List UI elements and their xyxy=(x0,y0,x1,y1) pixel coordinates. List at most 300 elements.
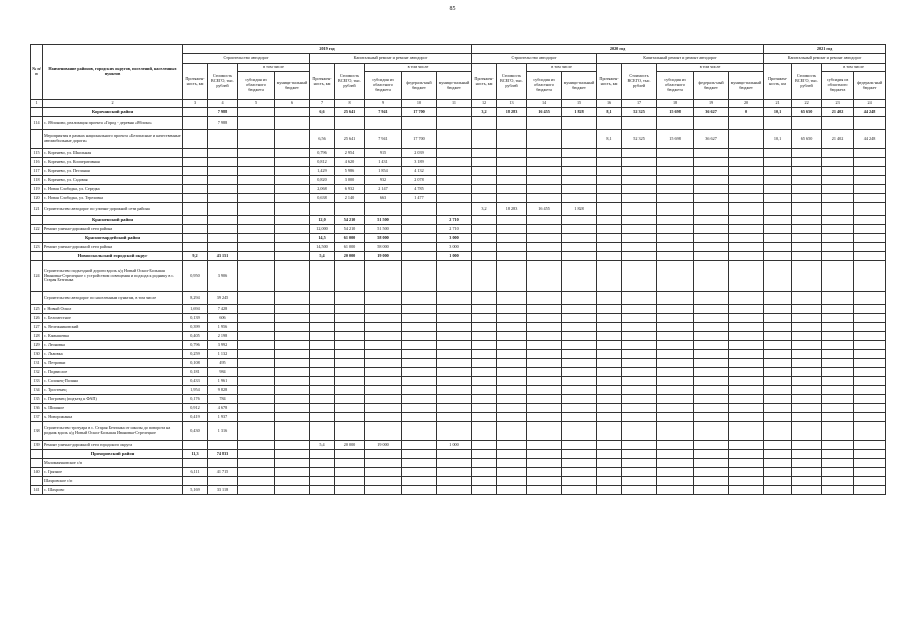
value-cell: 58 000 xyxy=(365,234,402,243)
value-cell: 21 402 xyxy=(822,108,854,117)
district-row xyxy=(31,234,886,243)
value-cell xyxy=(657,252,694,261)
item-name: с. Новая Слободка, ул. Середка xyxy=(43,185,183,194)
column-index-cell: 11 xyxy=(437,100,472,108)
value-cell xyxy=(657,395,694,404)
value-cell xyxy=(854,314,886,323)
value-cell xyxy=(275,359,310,368)
header-repair-2020: Капитальный ремонт и ремонт автодорог xyxy=(597,54,764,64)
value-cell xyxy=(497,486,527,495)
value-cell xyxy=(822,486,854,495)
row-number: 136 xyxy=(31,404,43,413)
value-cell xyxy=(764,314,792,323)
value-cell xyxy=(183,167,208,176)
value-cell xyxy=(764,350,792,359)
value-cell xyxy=(622,252,657,261)
row-number: 115 xyxy=(31,149,43,158)
value-cell: 43 151 xyxy=(208,252,238,261)
table-row xyxy=(31,395,886,404)
value-cell xyxy=(694,243,729,252)
value-cell xyxy=(597,395,622,404)
value-cell: 36 627 xyxy=(694,108,729,117)
value-cell xyxy=(365,359,402,368)
value-cell xyxy=(335,359,365,368)
value-cell xyxy=(822,459,854,468)
value-cell xyxy=(472,468,497,477)
value-cell: 1 961 xyxy=(208,377,238,386)
column-index-cell: 22 xyxy=(792,100,822,108)
value-cell xyxy=(238,486,275,495)
value-cell xyxy=(764,377,792,386)
value-cell xyxy=(437,130,472,149)
value-cell: 19 000 xyxy=(365,252,402,261)
value-cell xyxy=(562,252,597,261)
value-cell xyxy=(597,252,622,261)
value-cell xyxy=(729,368,764,377)
value-cell xyxy=(854,486,886,495)
value-cell xyxy=(729,450,764,459)
value-cell xyxy=(238,341,275,350)
value-cell xyxy=(497,130,527,149)
value-cell xyxy=(694,158,729,167)
value-cell xyxy=(310,377,335,386)
value-cell xyxy=(275,323,310,332)
item-name: с. Леоновка xyxy=(43,341,183,350)
row-number xyxy=(31,450,43,459)
value-cell: 61 000 xyxy=(335,234,365,243)
value-cell xyxy=(497,252,527,261)
value-cell: 1 956 xyxy=(208,323,238,332)
value-cell xyxy=(527,234,562,243)
value-cell xyxy=(822,468,854,477)
value-cell xyxy=(238,176,275,185)
value-cell xyxy=(822,359,854,368)
value-cell xyxy=(472,167,497,176)
value-cell xyxy=(310,117,335,130)
value-cell xyxy=(854,292,886,305)
value-cell xyxy=(527,292,562,305)
value-cell xyxy=(792,468,822,477)
value-cell xyxy=(854,450,886,459)
table-row xyxy=(31,341,886,350)
value-cell xyxy=(694,459,729,468)
value-cell xyxy=(562,194,597,203)
value-cell xyxy=(335,450,365,459)
value-cell xyxy=(402,450,437,459)
value-cell xyxy=(822,117,854,130)
value-cell: 0,176 xyxy=(183,395,208,404)
value-cell xyxy=(365,450,402,459)
value-cell xyxy=(792,341,822,350)
value-cell xyxy=(764,450,792,459)
row-number xyxy=(31,234,43,243)
value-cell: 0,433 xyxy=(183,377,208,386)
row-number: 117 xyxy=(31,167,43,176)
value-cell xyxy=(854,404,886,413)
value-cell: 932 xyxy=(365,176,402,185)
value-cell: 65 650 xyxy=(792,108,822,117)
value-cell xyxy=(527,477,562,486)
value-cell xyxy=(657,359,694,368)
value-cell xyxy=(275,305,310,314)
value-cell xyxy=(854,149,886,158)
value-cell: 1 828 xyxy=(562,108,597,117)
header-repair-2019: Капитальный ремонт и ремонт автодорог xyxy=(310,54,472,64)
value-cell xyxy=(497,341,527,350)
value-cell xyxy=(729,395,764,404)
value-cell xyxy=(822,216,854,225)
value-cell xyxy=(402,422,437,441)
item-name: с. Грязное xyxy=(43,468,183,477)
value-cell: 51 500 xyxy=(365,216,402,225)
value-cell xyxy=(764,386,792,395)
value-cell xyxy=(562,158,597,167)
value-cell xyxy=(657,225,694,234)
value-cell xyxy=(238,477,275,486)
value-cell xyxy=(597,359,622,368)
value-cell xyxy=(472,350,497,359)
value-cell xyxy=(365,477,402,486)
value-cell xyxy=(497,441,527,450)
value-cell xyxy=(437,395,472,404)
value-cell xyxy=(437,459,472,468)
value-cell xyxy=(275,486,310,495)
value-cell xyxy=(310,341,335,350)
value-cell xyxy=(822,395,854,404)
value-cell: 1,429 xyxy=(310,167,335,176)
value-cell: 0,638 xyxy=(310,194,335,203)
value-cell xyxy=(854,395,886,404)
value-cell: 0,812 xyxy=(310,158,335,167)
value-cell xyxy=(335,203,365,216)
value-cell xyxy=(562,176,597,185)
value-cell xyxy=(527,117,562,130)
value-cell xyxy=(657,167,694,176)
value-cell xyxy=(472,243,497,252)
table-row xyxy=(31,332,886,341)
value-cell: 15 698 xyxy=(657,108,694,117)
value-cell xyxy=(657,305,694,314)
value-cell xyxy=(694,216,729,225)
value-cell xyxy=(208,176,238,185)
value-cell xyxy=(208,243,238,252)
table-row xyxy=(31,459,886,468)
table-row xyxy=(31,194,886,203)
value-cell xyxy=(792,194,822,203)
value-cell xyxy=(657,377,694,386)
value-cell xyxy=(527,332,562,341)
item-name: Шахровское с/п xyxy=(43,477,183,486)
value-cell xyxy=(238,185,275,194)
value-cell xyxy=(275,477,310,486)
value-cell: 0 xyxy=(729,108,764,117)
value-cell xyxy=(764,243,792,252)
roads-table xyxy=(30,44,886,495)
value-cell: 0,181 xyxy=(183,368,208,377)
value-cell: 5,169 xyxy=(183,486,208,495)
value-cell xyxy=(694,386,729,395)
row-number xyxy=(31,216,43,225)
row-number: 141 xyxy=(31,486,43,495)
row-number: 133 xyxy=(31,377,43,386)
value-cell xyxy=(437,305,472,314)
value-cell xyxy=(310,350,335,359)
value-cell xyxy=(597,216,622,225)
value-cell xyxy=(497,167,527,176)
value-cell xyxy=(562,477,597,486)
value-cell: 1 937 xyxy=(208,413,238,422)
value-cell xyxy=(310,450,335,459)
value-cell: 7 941 xyxy=(365,108,402,117)
value-cell: 2 140 xyxy=(335,194,365,203)
value-cell xyxy=(729,332,764,341)
value-cell xyxy=(597,117,622,130)
column-index-cell: 20 xyxy=(729,100,764,108)
value-cell xyxy=(854,167,886,176)
value-cell: 20 000 xyxy=(335,441,365,450)
value-cell xyxy=(597,323,622,332)
value-cell xyxy=(402,292,437,305)
row-number: 121 xyxy=(31,203,43,216)
value-cell xyxy=(335,368,365,377)
value-cell xyxy=(622,176,657,185)
item-name: Строительство подъездной дороги вдоль а/д Новый Оскол-Большая Ивановка-Стрелецкое с устройством освещения и подхода к роднику в с. Старая Безгинка xyxy=(43,261,183,292)
column-index-cell: 23 xyxy=(822,100,854,108)
value-cell xyxy=(238,158,275,167)
value-cell xyxy=(622,486,657,495)
table-row xyxy=(31,243,886,252)
item-name: с. Новая Слободка, ул. Тереховка xyxy=(43,194,183,203)
value-cell xyxy=(694,413,729,422)
value-cell: 9,2 xyxy=(183,252,208,261)
value-cell xyxy=(183,149,208,158)
value-cell xyxy=(792,176,822,185)
value-cell: 52 325 xyxy=(622,130,657,149)
value-cell xyxy=(694,477,729,486)
value-cell xyxy=(854,225,886,234)
row-number: 130 xyxy=(31,350,43,359)
row-number xyxy=(31,252,43,261)
value-cell xyxy=(729,203,764,216)
value-cell xyxy=(402,225,437,234)
value-cell xyxy=(562,377,597,386)
table-row xyxy=(31,350,886,359)
value-cell xyxy=(764,459,792,468)
row-number: 120 xyxy=(31,194,43,203)
value-cell xyxy=(437,422,472,441)
value-cell xyxy=(310,404,335,413)
value-cell: 1 132 xyxy=(208,350,238,359)
item-name: Ремонт улично-дорожной сети района xyxy=(43,225,183,234)
table-row xyxy=(31,377,886,386)
value-cell xyxy=(472,314,497,323)
value-cell xyxy=(275,261,310,292)
value-cell: 5,4 xyxy=(310,441,335,450)
value-cell xyxy=(694,149,729,158)
value-cell xyxy=(792,216,822,225)
value-cell xyxy=(335,323,365,332)
value-cell xyxy=(238,323,275,332)
row-number: 122 xyxy=(31,225,43,234)
value-cell: 14,5 xyxy=(310,234,335,243)
value-cell xyxy=(657,368,694,377)
district-row xyxy=(31,108,886,117)
value-cell xyxy=(183,158,208,167)
value-cell xyxy=(622,203,657,216)
value-cell xyxy=(729,130,764,149)
value-cell xyxy=(694,395,729,404)
value-cell xyxy=(208,477,238,486)
value-cell xyxy=(822,149,854,158)
table-row xyxy=(31,158,886,167)
value-cell xyxy=(527,252,562,261)
value-cell xyxy=(527,441,562,450)
value-cell xyxy=(527,404,562,413)
value-cell xyxy=(622,377,657,386)
value-cell xyxy=(497,216,527,225)
value-cell xyxy=(335,404,365,413)
value-cell xyxy=(854,323,886,332)
district-name: Красногвардейский район xyxy=(43,234,183,243)
value-cell xyxy=(527,413,562,422)
value-cell xyxy=(238,459,275,468)
value-cell: 2 710 xyxy=(437,216,472,225)
value-cell: 606 xyxy=(208,314,238,323)
value-cell xyxy=(365,292,402,305)
value-cell xyxy=(402,477,437,486)
value-cell xyxy=(597,314,622,323)
value-cell: 0,950 xyxy=(183,261,208,292)
header-length: Протяжен-ность, км xyxy=(183,64,208,100)
value-cell xyxy=(729,404,764,413)
value-cell xyxy=(764,176,792,185)
value-cell xyxy=(497,450,527,459)
value-cell xyxy=(437,413,472,422)
value-cell xyxy=(562,395,597,404)
value-cell xyxy=(792,395,822,404)
value-cell xyxy=(472,459,497,468)
value-cell xyxy=(657,194,694,203)
value-cell xyxy=(275,216,310,225)
header-length: Протяжен-ность, км xyxy=(310,64,335,100)
row-number: 132 xyxy=(31,368,43,377)
value-cell xyxy=(822,377,854,386)
value-cell xyxy=(275,158,310,167)
value-cell xyxy=(310,459,335,468)
value-cell xyxy=(562,292,597,305)
value-cell xyxy=(497,185,527,194)
value-cell xyxy=(527,368,562,377)
value-cell xyxy=(729,486,764,495)
value-cell: 0,796 xyxy=(310,149,335,158)
value-cell: 6,6 xyxy=(310,108,335,117)
column-index-cell: 12 xyxy=(472,100,497,108)
value-cell xyxy=(764,225,792,234)
value-cell xyxy=(622,117,657,130)
value-cell xyxy=(310,261,335,292)
value-cell xyxy=(335,341,365,350)
item-name: Строительство автодорог по населенным пунктам, в том числе xyxy=(43,292,183,305)
value-cell xyxy=(208,459,238,468)
value-cell xyxy=(854,350,886,359)
value-cell xyxy=(597,261,622,292)
value-cell xyxy=(527,359,562,368)
column-index-cell: 16 xyxy=(597,100,622,108)
value-cell xyxy=(562,225,597,234)
value-cell xyxy=(402,261,437,292)
value-cell xyxy=(472,386,497,395)
value-cell xyxy=(335,459,365,468)
value-cell xyxy=(527,486,562,495)
table-row xyxy=(31,441,886,450)
value-cell xyxy=(597,441,622,450)
value-cell xyxy=(729,117,764,130)
value-cell xyxy=(527,341,562,350)
value-cell xyxy=(402,203,437,216)
value-cell xyxy=(497,194,527,203)
value-cell xyxy=(764,422,792,441)
value-cell: 18 283 xyxy=(497,203,527,216)
header-name: Наименование районов, городских округов, поселений, населенных пунктов xyxy=(43,45,183,100)
value-cell xyxy=(657,158,694,167)
table-row xyxy=(31,359,886,368)
value-cell xyxy=(657,292,694,305)
value-cell xyxy=(402,368,437,377)
value-cell xyxy=(764,368,792,377)
value-cell xyxy=(622,194,657,203)
value-cell xyxy=(238,108,275,117)
value-cell xyxy=(402,459,437,468)
value-cell xyxy=(238,395,275,404)
value-cell xyxy=(792,404,822,413)
value-cell xyxy=(562,468,597,477)
value-cell xyxy=(729,314,764,323)
header-municipal: муници-пальный бюджет xyxy=(437,72,472,100)
value-cell xyxy=(597,450,622,459)
value-cell: 0,259 xyxy=(183,350,208,359)
value-cell xyxy=(497,368,527,377)
value-cell xyxy=(183,108,208,117)
value-cell: 3,2 xyxy=(472,108,497,117)
value-cell xyxy=(764,252,792,261)
header-subsidy: субсидия из областного бюджета xyxy=(822,72,854,100)
value-cell xyxy=(729,149,764,158)
header-length: Протяжен-ность, км xyxy=(764,64,792,100)
value-cell xyxy=(472,158,497,167)
value-cell xyxy=(657,261,694,292)
value-cell xyxy=(335,377,365,386)
value-cell xyxy=(622,450,657,459)
table-row xyxy=(31,167,886,176)
value-cell xyxy=(822,314,854,323)
value-cell xyxy=(622,441,657,450)
value-cell xyxy=(729,441,764,450)
value-cell xyxy=(472,450,497,459)
value-cell xyxy=(764,261,792,292)
value-cell xyxy=(694,185,729,194)
header-year-2021: 2021 год xyxy=(764,45,886,54)
column-index-cell: 7 xyxy=(310,100,335,108)
value-cell xyxy=(437,477,472,486)
value-cell xyxy=(622,413,657,422)
column-index-row xyxy=(31,100,886,108)
item-name: х. Новорожанка xyxy=(43,413,183,422)
value-cell xyxy=(562,422,597,441)
value-cell xyxy=(854,158,886,167)
row-number: 139 xyxy=(31,441,43,450)
value-cell xyxy=(472,185,497,194)
value-cell xyxy=(622,185,657,194)
